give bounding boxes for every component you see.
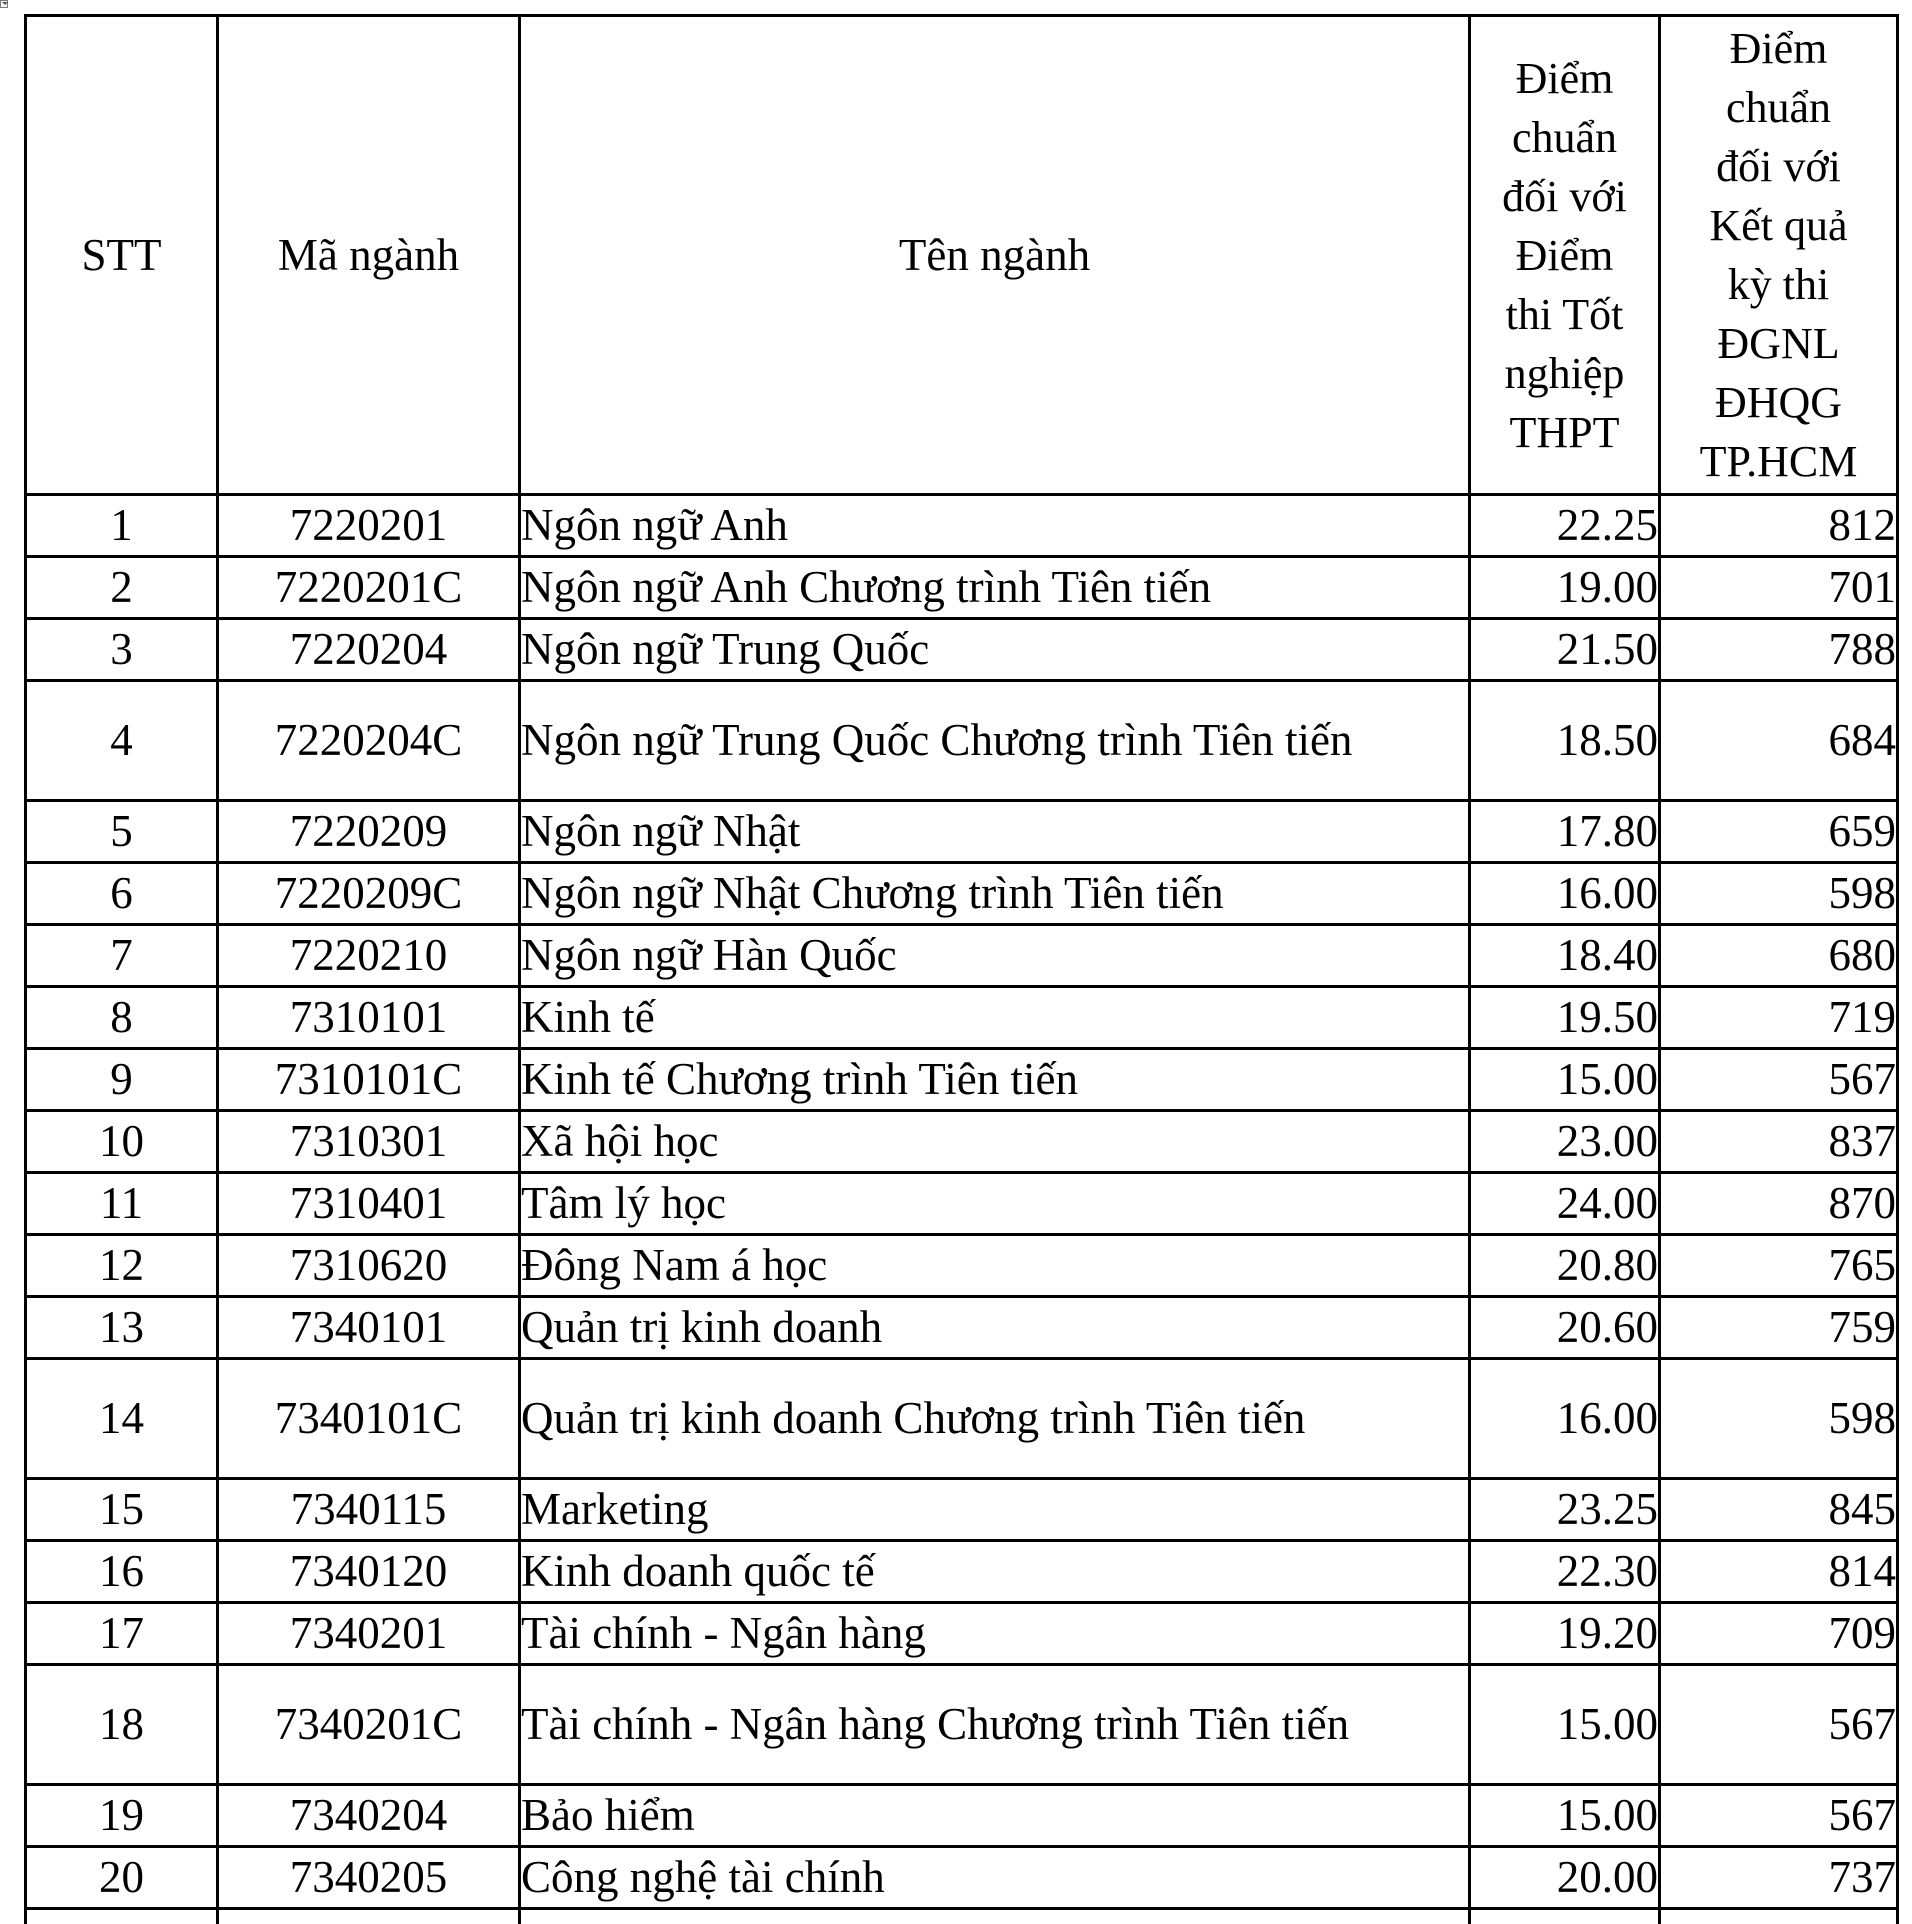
table-row [26, 1111, 1898, 1173]
cell-major-code: 7340204 [218, 1785, 520, 1847]
cell-thpt-score: 18.50 [1470, 681, 1660, 801]
cell-major-name: Ngôn ngữ Anh Chương trình Tiên tiến [520, 557, 1470, 619]
cell-stt: 1 [26, 495, 218, 557]
table-row [26, 925, 1898, 987]
cell-major-name: Quản trị kinh doanh [520, 1297, 1470, 1359]
table-header [26, 16, 1898, 495]
cell-major-name: Kinh tế [520, 987, 1470, 1049]
cell-major-code: 7220201C [218, 557, 520, 619]
cell-major-name: Ngôn ngữ Nhật [520, 801, 1470, 863]
table-row [26, 1541, 1898, 1603]
cell-stt: 9 [26, 1049, 218, 1111]
cell-stt: 13 [26, 1297, 218, 1359]
table-row [26, 863, 1898, 925]
cell-stt: 20 [26, 1847, 218, 1909]
cell-dgnl-score: 759 [1660, 1297, 1898, 1359]
cell-stt: 7 [26, 925, 218, 987]
cell-major-name: Ngôn ngữ Trung Quốc Chương trình Tiên tiến [520, 681, 1470, 801]
cell-major-code: 7340101C [218, 1359, 520, 1479]
cell-thpt-score: 20.80 [1470, 1235, 1660, 1297]
table-body [26, 495, 1898, 1924]
cell-dgnl-score: 737 [1660, 1847, 1898, 1909]
cell-thpt-score: 20.00 [1470, 1847, 1660, 1909]
cell-stt: 8 [26, 987, 218, 1049]
cell-major-code: 7220210 [218, 925, 520, 987]
cell-thpt-score: 18.40 [1470, 925, 1660, 987]
cell-major-name: Ngôn ngữ Trung Quốc [520, 619, 1470, 681]
cell-dgnl-score: 709 [1660, 1603, 1898, 1665]
table-row [26, 619, 1898, 681]
cell-stt: 5 [26, 801, 218, 863]
cell-dgnl-score: 845 [1660, 1479, 1898, 1541]
cell-major-name: Xã hội học [520, 1111, 1470, 1173]
cell-major-code: 7310401 [218, 1173, 520, 1235]
cell-dgnl-score: 870 [1660, 1173, 1898, 1235]
cell-major-code: 7220209C [218, 863, 520, 925]
cell-thpt-score: 23.00 [1470, 1111, 1660, 1173]
cell-major-name: Ngôn ngữ Hàn Quốc [520, 925, 1470, 987]
cell-dgnl-score: 567 [1660, 1049, 1898, 1111]
cell-major-name: Đông Nam á học [520, 1235, 1470, 1297]
cell-empty [218, 1909, 520, 1924]
table-row [26, 1847, 1898, 1909]
cell-thpt-score: 15.00 [1470, 1785, 1660, 1847]
table-row [26, 1603, 1898, 1665]
cell-major-code: 7340115 [218, 1479, 520, 1541]
cell-major-code: 7340101 [218, 1297, 520, 1359]
cell-stt: 15 [26, 1479, 218, 1541]
header-thpt-score: Điểm chuẩn đối với Điểm thi Tốt nghiệp THPT [1470, 16, 1660, 495]
cell-dgnl-score: 837 [1660, 1111, 1898, 1173]
cell-stt: 14 [26, 1359, 218, 1479]
cell-stt: 6 [26, 863, 218, 925]
cell-major-code: 7310301 [218, 1111, 520, 1173]
cell-thpt-score: 19.00 [1470, 557, 1660, 619]
header-major-code: Mã ngành [218, 16, 520, 495]
table-row [26, 1173, 1898, 1235]
cell-thpt-score: 16.00 [1470, 863, 1660, 925]
table-row [26, 1049, 1898, 1111]
cell-stt: 3 [26, 619, 218, 681]
cell-stt: 11 [26, 1173, 218, 1235]
cell-dgnl-score: 788 [1660, 619, 1898, 681]
cell-dgnl-score: 814 [1660, 1541, 1898, 1603]
cell-major-name: Ngôn ngữ Anh [520, 495, 1470, 557]
cell-major-name: Tài chính - Ngân hàng Chương trình Tiên tiến [520, 1665, 1470, 1785]
cell-stt: 2 [26, 557, 218, 619]
table-row [26, 557, 1898, 619]
cell-empty [1470, 1909, 1660, 1924]
cell-dgnl-score: 719 [1660, 987, 1898, 1049]
header-dgnl-score: Điểm chuẩn đối với Kết quả kỳ thi ĐGNL ĐHQG TP.HCM [1660, 16, 1898, 495]
table-row [26, 801, 1898, 863]
cell-dgnl-score: 598 [1660, 1359, 1898, 1479]
cell-thpt-score: 19.20 [1470, 1603, 1660, 1665]
table-row [26, 1359, 1898, 1479]
table-row [26, 681, 1898, 801]
table-row [26, 1665, 1898, 1785]
cell-thpt-score: 19.50 [1470, 987, 1660, 1049]
cell-thpt-score: 22.30 [1470, 1541, 1660, 1603]
table-move-handle-icon[interactable] [0, 0, 8, 8]
cell-empty [26, 1909, 218, 1924]
cell-dgnl-score: 567 [1660, 1665, 1898, 1785]
table-row [26, 1479, 1898, 1541]
cell-thpt-score: 20.60 [1470, 1297, 1660, 1359]
cell-dgnl-score: 567 [1660, 1785, 1898, 1847]
cell-major-code: 7310101C [218, 1049, 520, 1111]
cell-major-code: 7220204C [218, 681, 520, 801]
cell-stt: 10 [26, 1111, 218, 1173]
table-row [26, 1235, 1898, 1297]
cell-major-name: Kinh tế Chương trình Tiên tiến [520, 1049, 1470, 1111]
cell-major-name: Bảo hiểm [520, 1785, 1470, 1847]
cell-thpt-score: 21.50 [1470, 619, 1660, 681]
cell-dgnl-score: 684 [1660, 681, 1898, 801]
table-row-cut-off [26, 1909, 1898, 1924]
cell-thpt-score: 15.00 [1470, 1665, 1660, 1785]
cell-thpt-score: 24.00 [1470, 1173, 1660, 1235]
cell-dgnl-score: 812 [1660, 495, 1898, 557]
cell-major-code: 7340120 [218, 1541, 520, 1603]
cell-thpt-score: 23.25 [1470, 1479, 1660, 1541]
header-major-name: Tên ngành [520, 16, 1470, 495]
cell-major-code: 7340201 [218, 1603, 520, 1665]
table-row [26, 495, 1898, 557]
cell-thpt-score: 17.80 [1470, 801, 1660, 863]
cell-major-code: 7310101 [218, 987, 520, 1049]
cell-major-name: Ngôn ngữ Nhật Chương trình Tiên tiến [520, 863, 1470, 925]
cell-major-code: 7340201C [218, 1665, 520, 1785]
cell-dgnl-score: 680 [1660, 925, 1898, 987]
cell-stt: 12 [26, 1235, 218, 1297]
cell-stt: 4 [26, 681, 218, 801]
cell-stt: 17 [26, 1603, 218, 1665]
cell-dgnl-score: 765 [1660, 1235, 1898, 1297]
cell-thpt-score: 22.25 [1470, 495, 1660, 557]
cell-stt: 18 [26, 1665, 218, 1785]
admission-score-table [24, 14, 1899, 1924]
header-row [26, 16, 1898, 495]
cell-major-name: Quản trị kinh doanh Chương trình Tiên tiến [520, 1359, 1470, 1479]
cell-major-code: 7310620 [218, 1235, 520, 1297]
cell-dgnl-score: 701 [1660, 557, 1898, 619]
cell-dgnl-score: 659 [1660, 801, 1898, 863]
cell-thpt-score: 16.00 [1470, 1359, 1660, 1479]
cell-dgnl-score: 598 [1660, 863, 1898, 925]
header-stt: STT [26, 16, 218, 495]
table-row [26, 1297, 1898, 1359]
cell-major-name: Công nghệ tài chính [520, 1847, 1470, 1909]
table-row [26, 1785, 1898, 1847]
cell-major-name: Kinh doanh quốc tế [520, 1541, 1470, 1603]
table-row [26, 987, 1898, 1049]
cell-major-name: Tâm lý học [520, 1173, 1470, 1235]
cell-thpt-score: 15.00 [1470, 1049, 1660, 1111]
cell-major-code: 7220209 [218, 801, 520, 863]
cell-empty [1660, 1909, 1898, 1924]
cell-empty [520, 1909, 1470, 1924]
cell-major-code: 7340205 [218, 1847, 520, 1909]
cell-major-code: 7220204 [218, 619, 520, 681]
cell-major-code: 7220201 [218, 495, 520, 557]
cell-major-name: Tài chính - Ngân hàng [520, 1603, 1470, 1665]
cell-major-name: Marketing [520, 1479, 1470, 1541]
cell-stt: 19 [26, 1785, 218, 1847]
cell-stt: 16 [26, 1541, 218, 1603]
